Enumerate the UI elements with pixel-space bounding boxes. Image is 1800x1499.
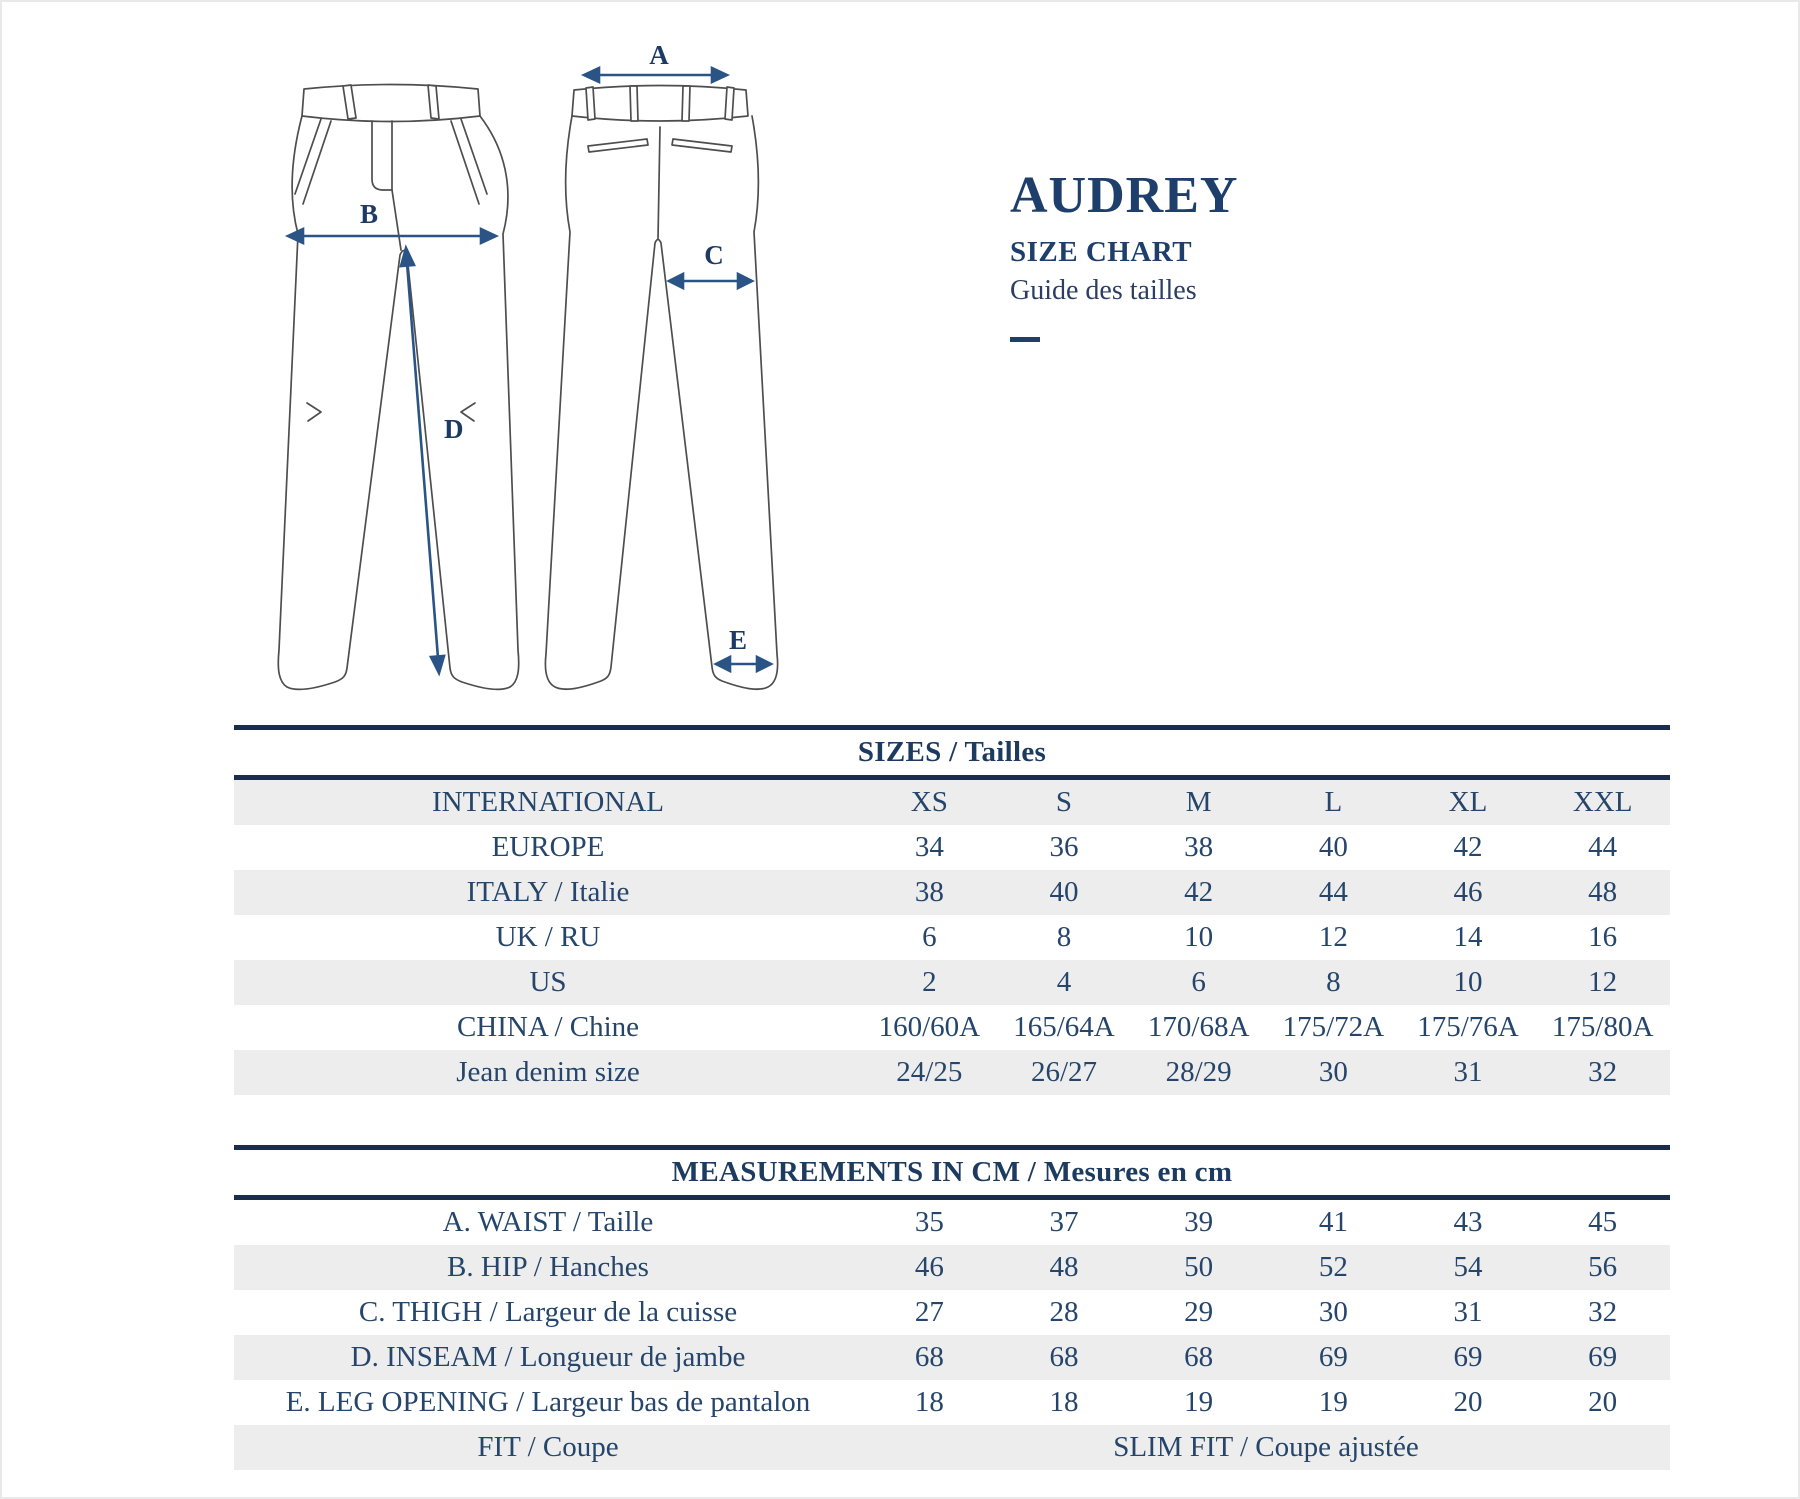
- size-cell: 12: [1588, 966, 1618, 998]
- size-cell: 26/27: [1030, 1056, 1098, 1088]
- front-outline: [278, 116, 518, 689]
- measurement-cell: 69: [1588, 1341, 1618, 1373]
- measurement-cell: 68: [914, 1341, 944, 1373]
- measurement-cell: 68: [1049, 1341, 1079, 1373]
- front-pocket-right: [461, 119, 487, 194]
- arrowhead: [431, 656, 444, 673]
- row-label: A. WAIST / Taille: [442, 1206, 654, 1238]
- back-pocket-left: [588, 139, 648, 152]
- back-belt-loop: [630, 86, 638, 121]
- size-cell: 38: [1184, 831, 1214, 863]
- measurements-row-thigh: [234, 1290, 1670, 1335]
- front-belt-loop: [343, 85, 356, 119]
- size-cell: 24/25: [896, 1056, 963, 1088]
- measurement-cell: 69: [1318, 1341, 1348, 1373]
- row-label: ITALY / Italie: [466, 876, 630, 908]
- measurement-cell: 56: [1588, 1251, 1618, 1283]
- measurement-cell: 18: [1049, 1386, 1079, 1418]
- back-belt-loop: [586, 87, 595, 120]
- front-pocket-left: [303, 121, 331, 204]
- sizes-row-europe: [234, 825, 1670, 870]
- row-label: INTERNATIONAL: [432, 786, 664, 818]
- arrowhead: [481, 229, 496, 243]
- back-belt-loop: [725, 87, 734, 120]
- label-a: A: [649, 42, 669, 70]
- measurement-cell: 43: [1453, 1206, 1483, 1238]
- pants-diagram: [222, 42, 782, 702]
- label-c: C: [704, 240, 724, 270]
- measurements-row-inseam: [234, 1335, 1670, 1380]
- size-cell: 44: [1588, 831, 1618, 863]
- sizes-table: [234, 725, 1670, 1095]
- back-pocket-right: [672, 139, 732, 152]
- measurement-cell: 27: [914, 1296, 944, 1328]
- size-cell: 175/72A: [1282, 1011, 1385, 1043]
- front-waistband: [302, 85, 480, 122]
- measurement-cell: 39: [1184, 1206, 1214, 1238]
- back-center-seam: [658, 127, 660, 239]
- size-cell: 6: [1191, 966, 1206, 998]
- size-cell: 40: [1049, 876, 1079, 908]
- size-cell: 160/60A: [878, 1011, 981, 1043]
- size-cell: 175/80A: [1551, 1011, 1654, 1043]
- size-cell: L: [1324, 786, 1343, 818]
- measurement-cell: 29: [1184, 1296, 1214, 1328]
- measurement-cell: 20: [1453, 1386, 1483, 1418]
- sizes-table-title: SIZES / Tailles: [857, 736, 1047, 768]
- measurements-row-hip: [234, 1245, 1670, 1290]
- arrowhead: [288, 229, 303, 243]
- arrowhead: [712, 68, 727, 82]
- title-block: [1010, 167, 1239, 342]
- size-cell: 46: [1453, 876, 1483, 908]
- size-cell: 48: [1588, 876, 1618, 908]
- measurement-cell: 46: [914, 1251, 944, 1283]
- title-divider: [1010, 337, 1040, 342]
- measurement-cell: 54: [1453, 1251, 1483, 1283]
- measurement-cell: 32: [1588, 1296, 1618, 1328]
- fit-value: SLIM FIT / Coupe ajustée: [1113, 1431, 1419, 1463]
- arrowhead: [738, 274, 752, 288]
- measurement-cell: 28: [1049, 1296, 1079, 1328]
- pants-back-view: [545, 86, 777, 690]
- size-cell: S: [1055, 786, 1073, 818]
- product-name: AUDREY: [1010, 167, 1239, 224]
- size-chart-title: SIZE CHART: [1010, 236, 1193, 268]
- label-d: D: [444, 414, 464, 444]
- size-cell: 16: [1588, 921, 1618, 953]
- size-cell: 170/68A: [1147, 1011, 1250, 1043]
- size-cell: XS: [910, 786, 948, 818]
- sizes-row-uk: [234, 915, 1670, 960]
- size-cell: 38: [914, 876, 944, 908]
- row-label: E. LEG OPENING / Largeur bas de pantalon: [285, 1386, 811, 1418]
- arrow-d-inseam: [407, 263, 438, 658]
- back-outline: [545, 116, 777, 689]
- size-cell: 40: [1318, 831, 1348, 863]
- row-label: D. INSEAM / Longueur de jambe: [350, 1341, 746, 1373]
- size-cell: 10: [1453, 966, 1483, 998]
- sizes-row-italy: [234, 870, 1670, 915]
- size-cell: 42: [1184, 876, 1214, 908]
- size-cell: 10: [1184, 921, 1214, 953]
- row-label: B. HIP / Hanches: [447, 1251, 649, 1283]
- size-cell: 8: [1056, 921, 1072, 953]
- sizes-row-international: [234, 780, 1670, 825]
- back-belt-loop: [682, 86, 690, 121]
- size-cell: 4: [1056, 966, 1072, 998]
- front-center-seam: [392, 121, 401, 250]
- measurement-cell: 68: [1184, 1341, 1214, 1373]
- measurement-cell: 35: [914, 1206, 944, 1238]
- diagram-labels: [360, 42, 747, 655]
- size-cell: 44: [1318, 876, 1348, 908]
- pants-front-view: [278, 85, 518, 690]
- arrowhead: [584, 68, 599, 82]
- size-cell: 30: [1318, 1056, 1348, 1088]
- measurement-cell: 31: [1453, 1296, 1483, 1328]
- measurement-cell: 30: [1318, 1296, 1348, 1328]
- measurement-cell: 45: [1588, 1206, 1618, 1238]
- measurements-row-leg-opening: [234, 1380, 1670, 1425]
- measurement-cell: 19: [1184, 1386, 1214, 1418]
- measurement-cell: 41: [1318, 1206, 1348, 1238]
- sizes-row-china: [234, 1005, 1670, 1050]
- size-cell: 2: [922, 966, 937, 998]
- row-label: UK / RU: [495, 921, 601, 953]
- back-waistband: [572, 86, 748, 122]
- measurement-cell: 69: [1453, 1341, 1483, 1373]
- measurements-row-waist: [234, 1200, 1670, 1245]
- measurements-table: [234, 1145, 1670, 1470]
- measurement-cell: 48: [1049, 1251, 1079, 1283]
- label-b: B: [359, 199, 379, 229]
- row-label: FIT / Coupe: [477, 1431, 619, 1463]
- measurement-cell: 19: [1318, 1386, 1348, 1418]
- front-belt-loop: [428, 85, 439, 119]
- arrowhead: [757, 657, 771, 671]
- row-label: EUROPE: [491, 831, 605, 863]
- size-cell: 165/64A: [1013, 1011, 1115, 1043]
- front-fly-stitch: [372, 121, 392, 190]
- measurement-arrows: [288, 68, 771, 673]
- size-chart-title-fr: Guide des tailles: [1010, 275, 1197, 306]
- size-cell: 12: [1318, 921, 1348, 953]
- size-cell: 31: [1453, 1056, 1483, 1088]
- size-cell: 14: [1453, 921, 1483, 953]
- row-label: CHINA / Chine: [456, 1011, 640, 1043]
- size-cell: 28/29: [1165, 1056, 1232, 1088]
- size-cell: XL: [1448, 786, 1488, 818]
- size-cell: 42: [1453, 831, 1483, 863]
- size-cell: 8: [1326, 966, 1341, 998]
- front-pocket-right: [451, 121, 479, 204]
- sizes-row-us: [234, 960, 1670, 1005]
- seam-notch-left: [307, 403, 321, 421]
- row-label: US: [529, 966, 567, 998]
- measurement-cell: 52: [1318, 1251, 1348, 1283]
- size-cell: 36: [1049, 831, 1079, 863]
- sizes-row-jean-denim: [234, 1050, 1670, 1095]
- size-cell: 175/76A: [1417, 1011, 1519, 1043]
- size-cell: XXL: [1572, 786, 1633, 818]
- arrowhead: [716, 657, 730, 671]
- row-label: Jean denim size: [456, 1056, 640, 1088]
- label-e: E: [728, 625, 748, 655]
- measurement-cell: 50: [1184, 1251, 1214, 1283]
- row-label: C. THIGH / Largeur de la cuisse: [358, 1296, 738, 1328]
- size-cell: 34: [914, 831, 944, 863]
- size-cell: 32: [1588, 1056, 1618, 1088]
- measurement-cell: 20: [1588, 1386, 1618, 1418]
- measurements-row-fit: [234, 1425, 1670, 1470]
- size-cell: M: [1185, 786, 1212, 818]
- size-cell: 6: [922, 921, 937, 953]
- measurement-cell: 18: [914, 1386, 944, 1418]
- arrowhead: [669, 274, 683, 288]
- measurement-cell: 37: [1049, 1206, 1079, 1238]
- measurements-table-title: MEASUREMENTS IN CM / Mesures en cm: [671, 1156, 1233, 1188]
